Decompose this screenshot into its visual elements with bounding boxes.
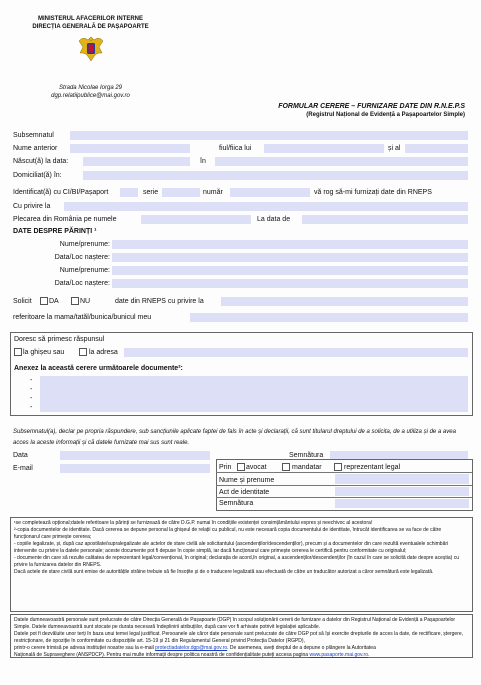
la-adresa-checkbox[interactable]	[79, 348, 87, 356]
rep-nume-field[interactable]	[335, 474, 469, 484]
privacy-website-link[interactable]: www.pasaporte.mai.gov.ro	[309, 652, 368, 658]
si-al-label: și al	[388, 145, 401, 152]
parent1-nastere-label: Data/Loc naștere:	[54, 254, 110, 261]
loc-nastere-field[interactable]	[215, 157, 468, 166]
ministry-name: MINISTERUL AFACERILOR INTERNE	[37, 16, 143, 22]
reprezentant-checkbox[interactable]	[334, 463, 342, 471]
prin-label: Prin	[219, 464, 232, 471]
tata-field[interactable]	[264, 144, 384, 153]
mandatar-label: mandatar	[292, 464, 322, 471]
data-nasterii-field[interactable]	[83, 157, 190, 166]
parent1-nume-label: Nume/prenume:	[59, 241, 110, 248]
doresc-label: Doresc să primesc răspunsul	[14, 336, 105, 343]
privacy-p4	[14, 652, 468, 659]
document-field-1[interactable]	[40, 376, 468, 385]
serie-label: serie	[143, 189, 159, 196]
referitoare-field[interactable]	[190, 313, 468, 322]
la-ghiseu-checkbox[interactable]	[14, 348, 22, 356]
note-3: - copiile legalizate, și, după caz apostilate/supralegalizate ale actelor de stare civilă ale solicitantului (ascendenților/descendenților), precum și a documentelor din care rezultă eventualele schimbări intervenite cu privire la datele personale; aceste documente pot fi depuse în copie simplă, iar dacă funcționarul care primește cererea le certifică pentru conformitate cu originalul;	[14, 541, 449, 554]
plecarea-label: Plecarea din România pe numele	[13, 216, 117, 223]
referitoare-label: referitoare la mama/tatăl/bunica/bunicul meu	[13, 314, 152, 321]
parent2-nastere-field[interactable]	[112, 279, 468, 288]
romania-coat-of-arms-icon	[76, 34, 106, 62]
rep-divider-1	[216, 472, 472, 473]
adresa-field[interactable]	[124, 348, 468, 357]
privacy-email-link[interactable]: protectiadatelor.dgp@mai.gov.ro	[155, 645, 228, 651]
parent2-nume-field[interactable]	[112, 266, 468, 275]
la-adresa-label: la adresa	[89, 349, 118, 356]
in-label: în	[200, 158, 206, 165]
identificat-label: Identificat(ă) cu CI/BI/Pașaport	[13, 189, 109, 196]
solicit-label: Solicit	[13, 298, 32, 305]
la-data-de-label: La data de	[257, 216, 291, 223]
directorate-name: DIRECȚIA GENERALĂ DE PAȘAPOARTE	[32, 24, 149, 30]
privacy-p4-end: .	[368, 652, 370, 658]
document-field-4[interactable]	[40, 403, 468, 412]
notes-content	[14, 520, 468, 576]
privacy-p4-text: Națională de Supraveghere (ANSPDCP). Pentru mai multe informații despre politica noastră de confidențialitate puteți accesa pagina	[14, 652, 309, 658]
la-data-de-field[interactable]	[302, 215, 468, 224]
rep-semnatura-field[interactable]	[335, 499, 469, 508]
email-field[interactable]	[60, 464, 210, 473]
date-din-label: date din RNEPS cu privire la	[115, 298, 204, 305]
note-5: Dacă actele de stare civilă sunt emise de autoritățile străine trebuie să fie însoțite și de o traducere legalizată sau efectuată de către un traducător autorizat a căror semnătură este legalizată.	[14, 569, 434, 575]
parent2-nume-label: Nume/prenume:	[59, 267, 110, 274]
privacy-p3	[14, 645, 468, 652]
mandatar-checkbox[interactable]	[282, 463, 290, 471]
privacy-p3-text: printr-o cerere trimisă pe adresa instituției noastre sau la e-mail	[14, 645, 154, 651]
document-field-2[interactable]	[40, 385, 468, 394]
da-checkbox[interactable]	[40, 297, 48, 305]
anexez-bullet-4: -	[30, 404, 33, 411]
domiciliat-label: Domiciliat(ă) în:	[13, 172, 62, 179]
avocat-label: avocat	[246, 464, 267, 471]
rep-nume-label: Nume și prenume	[219, 477, 275, 484]
nume-anterior-field[interactable]	[70, 144, 190, 153]
privacy-content	[14, 617, 468, 659]
la-ghiseu-label: la ghișeu sau	[23, 349, 65, 356]
anexez-bullet-3: -	[30, 395, 33, 402]
rep-semnatura-label: Semnătura	[219, 500, 254, 507]
subsemnatul-field[interactable]	[70, 131, 468, 140]
privacy-p3-end: . De asemenea, aveți dreptul de a depune o plângere la Autoritatea	[227, 645, 376, 651]
act-tip-field[interactable]	[120, 188, 138, 197]
nu-label: NU	[80, 298, 91, 305]
fiul-fiica-label: fiul/fiica lui	[219, 145, 252, 152]
form-subtitle: (Registrul Național de Evidență a Pașapoartelor Simple)	[306, 112, 465, 118]
rog-label: vă rog să-mi furnizați date din RNEPS	[314, 189, 432, 196]
data-field[interactable]	[60, 451, 210, 460]
note-1: ¹se completează opțional;datele referitoare la părinți se furnizează de către D.G.P. numai în condițiile existenței consimțământului expres și neechivoc al acestora/	[14, 520, 373, 526]
rep-divider-2	[216, 485, 472, 486]
form-title: FORMULAR CERERE – FURNIZARE DATE DIN R.N.E.P.S	[278, 103, 465, 110]
da-label: DA	[49, 298, 59, 305]
parent1-nume-field[interactable]	[112, 240, 468, 249]
cu-privire-field[interactable]	[64, 202, 468, 211]
contact-email: dgp.relatiipublice@mai.gov.ro	[51, 93, 130, 99]
parent2-nastere-label: Data/Loc naștere:	[54, 280, 110, 287]
semnatura-label: Semnătura	[289, 452, 324, 459]
anexez-title: Anexez la această cerere următoarele documente²:	[14, 365, 183, 372]
anexez-bullet-1: -	[30, 377, 33, 384]
email-label: E-mail	[13, 465, 33, 472]
declaration-text: Subsemnatul(a), declar pe propria răspundere, sub sancțiunile aplicate faptei de fals în acte și declarații, că sunt titularul dreptului de a solicita, de a utiliza și de a avea acces la aceste informații și că datele furnizate mai sus sunt reale.	[13, 429, 456, 446]
rep-act-label: Act de identitate	[219, 489, 270, 496]
serie-field[interactable]	[162, 188, 200, 197]
street-address: Strada Nicolae Iorga 29	[58, 85, 123, 91]
nume-anterior-label: Nume anterior	[13, 145, 58, 152]
reprezentant-label: reprezentant legal	[344, 464, 401, 471]
mama-field[interactable]	[405, 144, 468, 153]
avocat-checkbox[interactable]	[237, 463, 245, 471]
parents-heading: DATE DESPRE PĂRINȚI ¹	[13, 228, 97, 235]
cu-privire-label: Cu privire la	[13, 203, 51, 210]
subsemnatul-label: Subsemnatul	[13, 132, 54, 139]
note-4: - documente din care să rezulte calitatea de reprezentant legal/convențional, în original; declarația de acord,în original, a ascendenților/descendenților (în cazul în care se solicită date despre aceștia) cu privire la furnizarea datelor din RNEPS.	[14, 555, 459, 568]
nascut-label: Născut(ă) la data:	[13, 158, 69, 165]
nu-checkbox[interactable]	[71, 297, 79, 305]
anexez-bullet-2: -	[30, 386, 33, 393]
privacy-p2: Datele pot fi dezvăluite unor terți în baza unui temei legal justificat. Persoanele ale căror date personale sunt prelucrate de către DGP pot să își exercite drepturile de acces la date, de rectificare, ștergere, restricționare, de opoziție în conformitate cu dispozițiile art. 15-19 și 21 din Regulamentul General privind Protecția Datelor (RGPD),	[14, 631, 464, 644]
persoana-field[interactable]	[221, 297, 468, 306]
document-field-3[interactable]	[40, 394, 468, 403]
privacy-p1: Datele dumneavoastră personale sunt prelucrate de către Direcția Generală de Pașapoarte (DGP) în scopul soluționării cererii de furnizare a datelor din Registrul Național de Evidență a Pașapoartelor Simple. Datele dumneavoastră sunt stocate pe durata necesară îndeplinirii atribuțiilor, după care vor fi arhivate potrivit legislației aplicabile.	[14, 617, 456, 630]
note-2: ²-copia documentelor de identitate. Dacă cererea se depune personal la ghișeul de relații cu publicul, nu este necesară copia documentului de identitate, întrucât identificarea se va face de către funcționarul care primește cererea;	[14, 527, 442, 540]
data-label: Data	[13, 452, 28, 459]
numar-label: număr	[203, 189, 223, 196]
rep-divider-3	[216, 497, 472, 498]
parent1-nastere-field[interactable]	[112, 253, 468, 262]
domiciliu-field[interactable]	[83, 171, 468, 180]
plecarea-nume-field[interactable]	[141, 215, 251, 224]
numar-field[interactable]	[230, 188, 310, 197]
rep-act-field[interactable]	[335, 487, 469, 496]
